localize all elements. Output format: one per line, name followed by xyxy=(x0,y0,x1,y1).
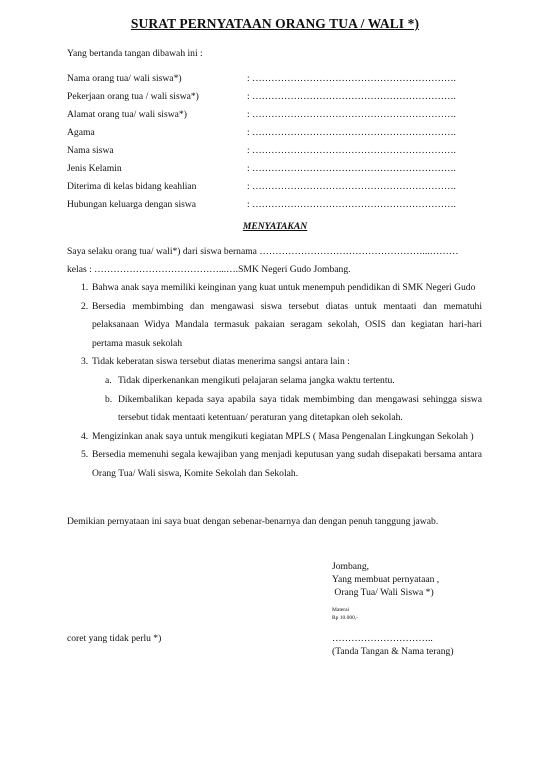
signature-statement-maker: Yang membuat pernyataan , xyxy=(332,574,440,585)
list-item-text: Bersedia membimbing dan mengawasi siswa tersebut diatas untuk mentaati dan mematuhi pelaksanaan Widya Mandala termasuk pakaian seragam sekolah, OSIS dan kegiatan hari-hari pertama masuk sekolah xyxy=(92,300,482,349)
stamp-duty-amount: Rp 10.000,- xyxy=(332,615,359,621)
intro-text: Yang bertanda tangan dibawah ini : xyxy=(67,48,203,59)
sub-list-item xyxy=(67,372,482,391)
field-label-gender: Jenis Kelamin xyxy=(67,163,122,174)
list-item xyxy=(67,298,482,354)
field-label-religion: Agama xyxy=(67,127,95,138)
list-item-text: Bahwa anak saya memiliki keinginan yang kuat untuk menempuh pendidikan di SMK Negeri Gudo xyxy=(92,282,476,293)
list-item-number: 5. xyxy=(81,449,89,461)
field-label-parent-name: Nama orang tua/ wali siswa*) xyxy=(67,73,182,84)
section-heading: MENYATAKAN xyxy=(242,221,308,232)
list-item-number: 3. xyxy=(81,356,89,368)
closing-statement: Demikian pernyataan ini saya buat dengan sebenar-benarnya dan dengan penuh tanggung jawab. xyxy=(67,516,439,527)
stamp-duty-label: Materai xyxy=(332,607,350,613)
footnote: coret yang tidak perlu *) xyxy=(67,633,162,644)
list-item xyxy=(67,353,482,372)
field-label-occupation: Pekerjaan orang tua / wali siswa*) xyxy=(67,91,199,102)
field-blank-parent-name: : ………………………………………………………. xyxy=(247,73,456,84)
list-item xyxy=(67,428,482,447)
list-item xyxy=(67,446,482,483)
document-title: SURAT PERNYATAAN ORANG TUA / WALI *) xyxy=(130,16,420,31)
field-label-class-major: Diterima di kelas bidang keahlian xyxy=(67,181,197,192)
field-label-relationship: Hubungan keluarga dengan siswa xyxy=(67,199,197,210)
statement-line-2: kelas : …………………………………...….SMK Negeri Gudo Jombang. xyxy=(67,264,351,275)
list-item-text: Tidak keberatan siswa tersebut diatas menerima sangsi antara lain : xyxy=(92,356,350,368)
signature-place-date: Jombang, xyxy=(332,561,370,572)
signature-role: Orang Tua/ Wali Siswa *) xyxy=(332,587,434,598)
field-blank-class-major: : ………………………………………………………. xyxy=(247,181,456,192)
list-item xyxy=(67,279,482,298)
list-item-text: Mengizinkan anak saya untuk mengikuti kegiatan MPLS ( Masa Pengenalan Lingkungan Sekolah ) xyxy=(92,430,474,442)
field-blank-student-name: : ………………………………………………………. xyxy=(247,145,456,156)
list-item-number: 4. xyxy=(81,430,89,442)
signature-line: ………………………….. xyxy=(332,633,433,644)
list-item-number: 1. xyxy=(81,282,89,293)
list-item-text: Bersedia memenuhi segala kewajiban yang menjadi keputusan yang sudah disepakati bersama antara Orang Tua/ Wali siswa, Komite Sekolah dan Sekolah. xyxy=(92,449,482,479)
sub-list-item xyxy=(67,391,482,428)
field-blank-address: : ………………………………………………………. xyxy=(247,109,456,120)
field-label-student-name: Nama siswa xyxy=(67,145,114,156)
field-blank-relationship: : ………………………………………………………. xyxy=(247,199,456,210)
signature-caption: (Tanda Tangan & Nama terang) xyxy=(332,646,454,657)
list-item-number: 2. xyxy=(81,300,89,312)
sub-list-item-text: Tidak diperkenankan mengikuti pelajaran selama jangka waktu tertentu. xyxy=(118,374,395,386)
field-blank-religion: : ………………………………………………………. xyxy=(247,127,456,138)
field-blank-gender: : ………………………………………………………. xyxy=(247,163,456,174)
statement-line-1: Saya selaku orang tua/ wali*) dari siswa bernama ……………………………………………...……… xyxy=(67,246,459,257)
sub-list-item-letter: b. xyxy=(105,393,113,405)
sub-list-item-text: Dikembalikan kepada saya apabila saya tidak membimbing dan mengawasi sehingga siswa tersebut tidak mentaati ketentuan/ peraturan yang ditetapkan oleh sekolah. xyxy=(118,393,482,424)
field-blank-occupation: : ………………………………………………………. xyxy=(247,91,456,102)
statement-list xyxy=(67,279,482,484)
field-label-address: Alamat orang tua/ wali siswa*) xyxy=(67,109,187,120)
sub-list-item-letter: a. xyxy=(105,374,112,386)
